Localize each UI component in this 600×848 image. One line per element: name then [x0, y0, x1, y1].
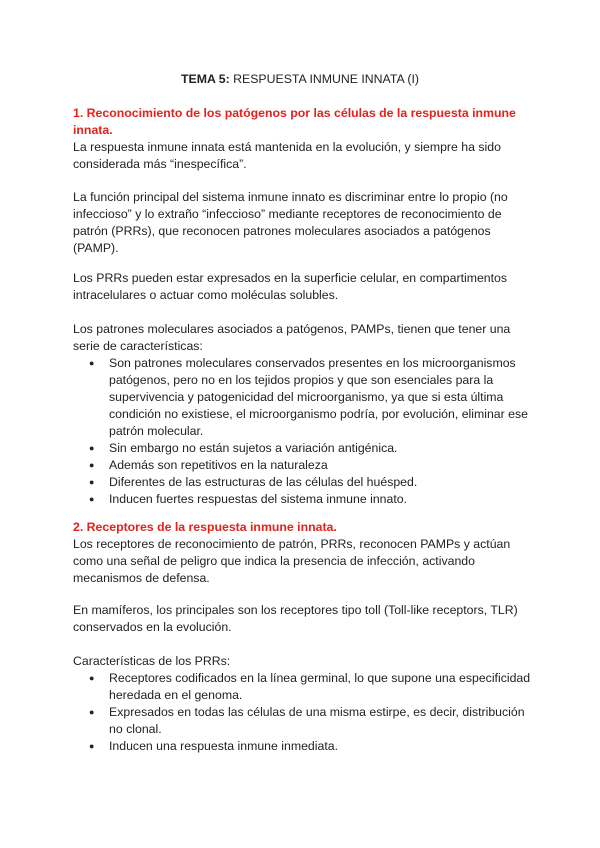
list-item: ● Sin embargo no están sujetos a variación antigénica. [73, 440, 533, 457]
document-title [0, 71, 600, 88]
section-1-heading: 1. Reconocimiento de los patógenos por las células de la respuesta inmune innata. [73, 106, 516, 137]
section-2-paragraph-2-wrap [73, 602, 533, 636]
section-1 [73, 105, 533, 173]
section-1-paragraph-4: Los patrones moleculares asociados a patógenos, PAMPs, tienen que tener una serie de características: [73, 322, 511, 353]
section-2-paragraph-2: En mamíferos, los principales son los receptores tipo toll (Toll-like receptors, TLR) conservados en la evolución. [73, 603, 518, 634]
section-1-paragraph-2: La función principal del sistema inmune innato es discriminar entre lo propio (no infeccioso” y lo extraño “infeccioso” mediante receptores de reconocimiento de patrón (PRRs), que reconocen patrones moleculares asociados a patógenos (PAMP). [73, 190, 508, 255]
list-item: ● Son patrones moleculares conservados presentes en los microorganismos patógenos, pero no en los tejidos propios y que son esenciales para la supervivencia y patogenicidad del microorganismo, ya que si esta última condición no existiese, el microorganismo podría, por evolución, eliminar ese patrón molecular. [73, 355, 533, 440]
section-2-paragraph-3: Características de los PRRs: [73, 654, 231, 668]
list-item: ● Expresados en todas las células de una misma estirpe, es decir, distribución no clonal. [73, 704, 533, 738]
section-1-paragraph-2-wrap [73, 189, 533, 257]
list-item: ● Inducen una respuesta inmune inmediata. [73, 738, 533, 755]
section-2-paragraph-1: Los receptores de reconocimiento de patrón, PRRs, reconocen PAMPs y actúan como una señal de peligro que indica la presencia de infección, activando mecanismos de defensa. [73, 537, 511, 585]
section-2-paragraph-3-wrap [73, 653, 533, 755]
section-1-paragraph-3-wrap [73, 270, 533, 304]
section-2-heading: 2. Receptores de la respuesta inmune innata. [73, 520, 337, 534]
section-2 [73, 519, 533, 587]
section-1-paragraph-3: Los PRRs pueden estar expresados en la superficie celular, en compartimentos intracelulares o actuar como moléculas solubles. [73, 271, 508, 302]
list-item: ● Además son repetitivos en la naturaleza [73, 457, 533, 474]
list-item: ● Diferentes de las estructuras de las células del huésped. [73, 474, 533, 491]
list-item: ● Inducen fuertes respuestas del sistema inmune innato. [73, 491, 533, 508]
section-1-paragraph-4-wrap [73, 321, 533, 508]
list-item: ● Receptores codificados en la línea germinal, lo que supone una especificidad heredada en el genoma. [73, 670, 533, 704]
section-1-paragraph-1: La respuesta inmune innata está mantenida en la evolución, y siempre ha sido considerada más “inespecífica”. [73, 140, 501, 171]
title-text: RESPUESTA INMUNE INNATA (I) [229, 72, 419, 86]
section-2-bullet-list [73, 670, 533, 755]
section-1-bullet-list [73, 355, 533, 508]
title-label: TEMA 5: [181, 72, 230, 86]
